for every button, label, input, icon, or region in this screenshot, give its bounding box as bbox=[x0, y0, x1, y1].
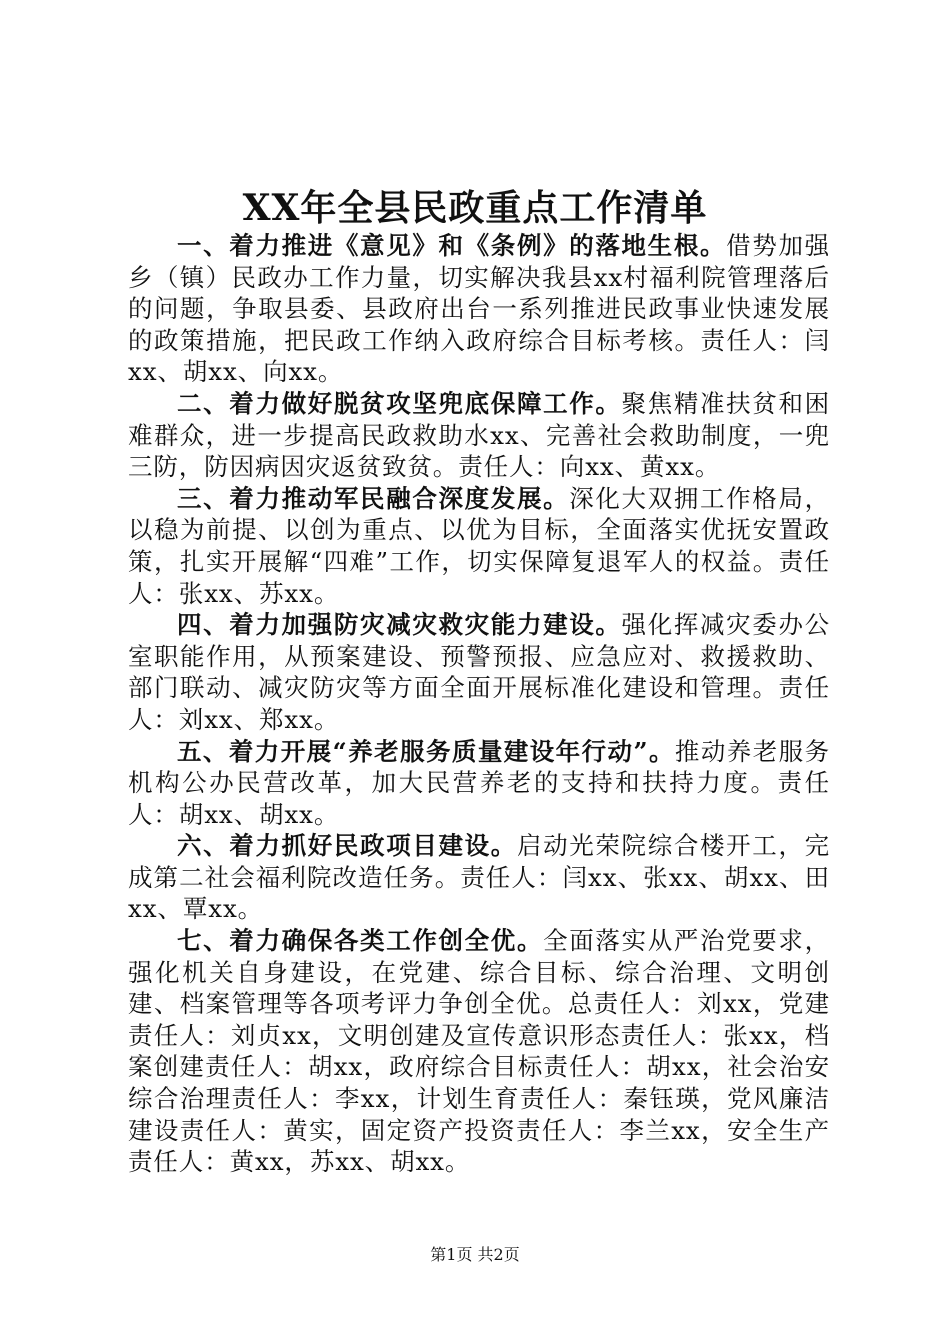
item-heading: 四、着力加强防灾减灾救灾能力建设。 bbox=[177, 610, 622, 640]
item-heading: 五、着力开展“养老服务质量建设年行动”。 bbox=[177, 736, 675, 766]
document-title: XX年全县民政重点工作清单 bbox=[242, 187, 708, 229]
list-item bbox=[128, 925, 830, 1178]
item-heading: 一、着力推进《意见》和《条例》的落地生根。 bbox=[177, 231, 727, 260]
page-footer: 第1页 共2页 bbox=[430, 1245, 520, 1264]
list-item bbox=[128, 736, 830, 831]
list-item bbox=[128, 830, 830, 925]
list-item bbox=[128, 388, 830, 483]
item-text: 借势加强乡（镇）民政办工作力量，切实解决我县xx村福利院管理落后的问题，争取县委、县政府出台一系列推进民政事业快速发展的政策措施，把民政工作纳入政府综合目标考核。责任人：闫xx、胡xx、向xx。 bbox=[128, 231, 830, 387]
item-heading: 六、着力抓好民政项目建设。 bbox=[177, 831, 517, 861]
item-text: 全面落实从严治党要求，强化机关自身建设，在党建、综合目标、综合治理、文明创建、档案管理等各项考评力争创全优。总责任人：刘xx，党建责任人：刘贞xx，文明创建及宣传意识形态责任人：张xx，档案创建责任人：胡xx，政府综合目标责任人：胡xx，社会治安综合治理责任人：李xx，计划生育责任人：秦钰瑛，党风廉洁建设责任人：黄实，固定资产投资责任人：李兰xx，安全生产责任人：黄xx，苏xx、胡xx。 bbox=[128, 926, 830, 1177]
list-item bbox=[128, 609, 830, 735]
list-item bbox=[128, 230, 830, 388]
list-item bbox=[128, 483, 830, 609]
item-text: 推动养老服务机构公办民营改革，加大民营养老的支持和扶持力度。责任人：胡xx、胡xx。 bbox=[128, 736, 831, 829]
item-heading: 七、着力确保各类工作创全优。 bbox=[177, 926, 544, 956]
item-text: 深化大双拥工作格局，以稳为前提、以创为重点、以优为目标，全面落实优抚安置政策，扎实开展解“四难”工作，切实保障复退军人的权益。责任人：张xx、苏xx。 bbox=[128, 483, 830, 608]
document-body bbox=[128, 230, 830, 1178]
item-text: 启动光荣院综合楼开工，完成第二社会福利院改造任务。责任人：闫xx、张xx、胡xx、田xx、覃xx。 bbox=[128, 831, 830, 924]
item-heading: 二、着力做好脱贫攻坚兜底保障工作。 bbox=[177, 388, 622, 418]
item-heading: 三、着力推动军民融合深度发展。 bbox=[177, 483, 570, 513]
item-text: 聚焦精准扶贫和困难群众，进一步提高民政救助水xx、完善社会救助制度，一兜三防，防因病因灾返贫致贫。责任人：向xx、黄xx。 bbox=[128, 388, 830, 482]
item-text: 强化挥减灾委办公室职能作用，从预案建设、预警预报、应急应对、救援救助、部门联动、减灾防灾等方面全面开展标准化建设和管理。责任人：刘xx、郑xx。 bbox=[128, 610, 830, 734]
